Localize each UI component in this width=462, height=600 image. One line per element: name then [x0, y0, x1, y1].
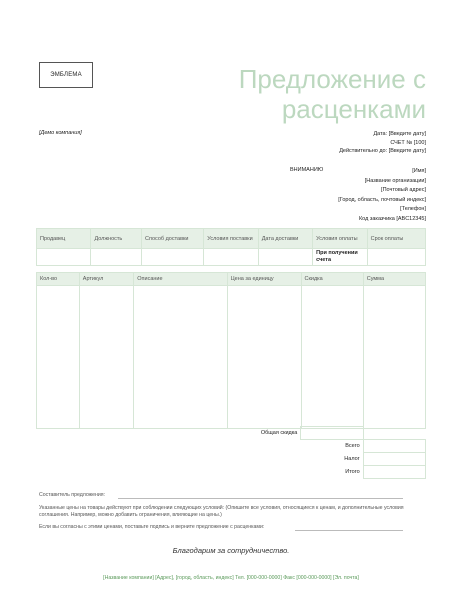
discount-cell[interactable] — [301, 286, 363, 429]
prepared-by-line[interactable] — [118, 498, 403, 499]
unit-price-cell[interactable] — [227, 286, 301, 429]
items-body-row — [37, 286, 426, 429]
valid-until-field[interactable]: Действительно до: [Введите дату] — [339, 148, 426, 154]
prepared-by-label: Составитель предложения: — [39, 492, 106, 498]
company-name[interactable]: [Демо компания] — [39, 130, 82, 136]
subtotal-label: Всего — [345, 443, 360, 450]
recipient-address — [338, 167, 426, 224]
cell-payment-terms[interactable]: При получении счета — [313, 249, 367, 266]
date-field[interactable]: Дата: [Введите дату] — [373, 131, 426, 137]
col-amount: Сумма — [363, 273, 425, 286]
invoice-number[interactable]: СЧЕТ № [100] — [390, 139, 426, 146]
col-qty: Кол-во — [37, 273, 80, 286]
col-seller: Продавец — [37, 229, 91, 249]
document-title — [196, 64, 426, 124]
col-position: Должность — [91, 229, 142, 249]
subtotal-row — [36, 440, 426, 453]
recipient-street[interactable]: [Почтовый адрес] — [381, 187, 426, 193]
quote-meta — [339, 130, 426, 156]
items-table — [36, 272, 426, 429]
terms-header-row — [37, 229, 426, 249]
customer-code[interactable]: Код заказчика [ABC12345] — [358, 215, 426, 222]
cell-delivery-date[interactable] — [258, 249, 312, 266]
description-cell[interactable] — [134, 286, 227, 429]
col-discount: Скидка — [301, 273, 363, 286]
terms-row — [37, 249, 426, 266]
recipient-name[interactable]: [Имя] — [412, 168, 426, 174]
article-cell[interactable] — [79, 286, 133, 429]
total-discount-value[interactable] — [301, 427, 363, 440]
signature-line[interactable] — [295, 530, 403, 531]
col-description: Описание — [134, 273, 227, 286]
recipient-organization[interactable]: [Название организации] — [364, 177, 426, 184]
col-delivery-date: Дата доставки — [258, 229, 312, 249]
grand-total-row — [36, 466, 426, 479]
logo-placeholder: ЭМБЛЕМА — [39, 62, 93, 88]
title-line-2: расценками — [281, 94, 426, 124]
col-article: Артикул — [79, 273, 133, 286]
qty-cell[interactable] — [37, 286, 80, 429]
tax-label: Налог — [344, 456, 360, 462]
grand-total-label: Итого — [345, 469, 360, 475]
col-shipping-method: Способ доставки — [142, 229, 204, 249]
cell-position[interactable] — [91, 249, 142, 266]
terms-table — [36, 228, 426, 266]
tax-value[interactable] — [363, 453, 425, 466]
footer-contacts: [Название компании] [Адрес], [город, область, индекс] Тел. [000-000-0000] Факс [000-000-0000] [Эл. почта] — [103, 575, 359, 581]
recipient-city[interactable]: [Город, область, почтовый индекс] — [338, 196, 426, 203]
conditions-text: Указанные цены на товары действуют при соблюдении следующих условий: (Опишите все условия, относящиеся к ценам, и дополнительные условия соглашения. Например, можно добавить ограничения, влияющие на цены.) — [39, 505, 404, 518]
total-discount-label: Общая скидка — [260, 430, 298, 436]
col-due-date: Срок оплаты — [367, 229, 425, 249]
col-unit-price: Цена за единицу — [227, 273, 301, 286]
grand-total-value[interactable] — [363, 466, 425, 479]
thanks-message: Благодарим за сотрудничество. — [172, 546, 290, 555]
amount-cell[interactable] — [363, 286, 425, 429]
title-line-1: Предложение с — [238, 64, 426, 94]
cell-due-date[interactable] — [367, 249, 425, 266]
tax-row — [36, 453, 426, 466]
recipient-phone[interactable]: [Телефон] — [400, 206, 426, 212]
items-header-row — [37, 273, 426, 286]
totals-table — [36, 426, 426, 479]
subtotal-value[interactable] — [363, 440, 425, 453]
cell-seller[interactable] — [37, 249, 91, 266]
col-payment-terms: Условия оплаты — [313, 229, 367, 249]
col-delivery-terms: Условия поставки — [204, 229, 258, 249]
acceptance-label: Если вы согласны с этими ценами, поставьте подпись и верните предложение с расценками: — [39, 524, 265, 530]
total-discount-row — [36, 427, 426, 440]
attention-label: ВНИМАНИЮ — [290, 167, 324, 173]
cell-shipping-method[interactable] — [142, 249, 204, 266]
cell-delivery-terms[interactable] — [204, 249, 258, 266]
